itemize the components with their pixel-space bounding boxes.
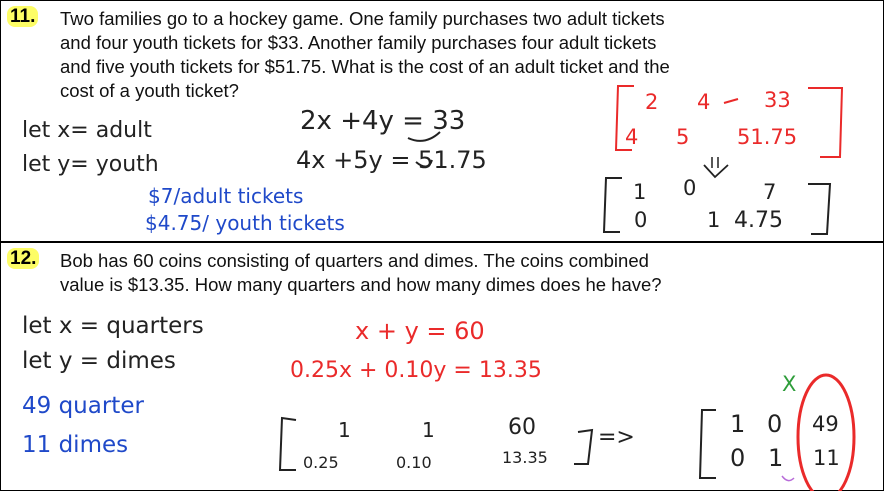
variable-x-definition: let x= adult: [22, 118, 152, 143]
problem-12-number: [4, 248, 42, 270]
matrix-11-row1-c1: 2: [645, 90, 659, 114]
matrix-11-row2-c1: 4: [625, 125, 639, 149]
variable-y-definition: let y= youth: [22, 152, 159, 177]
variable-x-definition-2: let x = quarters: [22, 313, 204, 339]
answer-quarters: 49 quarter: [22, 393, 144, 419]
matrix-12-row1-c1: 1: [338, 418, 351, 442]
problem-11-text: Two families go to a hockey game. One family purchases two adult tickets and four youth tickets for $33. Another family purchases four adult tickets and five youth tickets for $51.75. What is the cost of an adult ticket and the cost of a youth ticket?: [60, 8, 670, 101]
answer-adult: $7/adult tickets: [148, 184, 304, 208]
matrix-12-row2-c2: 0.10: [396, 453, 432, 472]
rref-11-row1-c1: 1: [633, 180, 647, 204]
rref-12-row1-c2: 0: [767, 410, 783, 438]
matrix-11-row2-c2: 5: [676, 125, 690, 149]
matrix-11-row2-c3: 51.75: [737, 125, 798, 149]
variable-y-definition-2: let y = dimes: [22, 348, 176, 374]
rref-12-row2-c1: 0: [730, 444, 746, 472]
equation-2: 4x +5y = 51.75: [296, 146, 487, 174]
answer-dimes: 11 dimes: [22, 432, 129, 458]
answer-youth: $4.75/ youth tickets: [145, 211, 345, 235]
implies-arrow: =>: [598, 425, 635, 450]
matrix-11-row1-c3: 33: [764, 88, 791, 112]
check-mark: X: [782, 372, 797, 396]
equation-1: 2x +4y = 33: [300, 106, 466, 136]
problem-11-number: [4, 6, 41, 28]
equation-3: x + y = 60: [355, 317, 485, 345]
rref-12-row2-c3: 11: [813, 446, 840, 470]
rref-12-row1-c1: 1: [730, 410, 746, 438]
problem-12-highlight: 12.: [7, 248, 39, 269]
rref-11-row2-c3: 4.75: [734, 208, 783, 233]
matrix-12-row1-c3: 60: [508, 415, 536, 440]
equation-4: 0.25x + 0.10y = 13.35: [290, 358, 542, 383]
matrix-12-row2-c1: 0.25: [303, 453, 339, 472]
rref-11-row2-c2: 1: [707, 208, 721, 232]
problem-11-highlight: 11.: [7, 6, 38, 27]
matrix-12-row2-c3: 13.35: [502, 448, 548, 467]
problem-12-text: Bob has 60 coins consisting of quarters and dimes. The coins combined value is $13.35. How many quarters and how many dimes does he have?: [60, 250, 662, 295]
rref-12-row2-c2: 1: [768, 444, 784, 472]
rref-11-row2-c1: 0: [634, 208, 648, 232]
rref-12-row1-c3: 49: [812, 412, 839, 436]
rref-11-row1-c2: 0: [683, 176, 697, 200]
rref-11-row1-c3: 7: [763, 180, 777, 204]
matrix-11-row1-c2: 4: [697, 90, 711, 114]
matrix-12-row1-c2: 1: [422, 418, 435, 442]
problem-divider: [0, 241, 884, 243]
